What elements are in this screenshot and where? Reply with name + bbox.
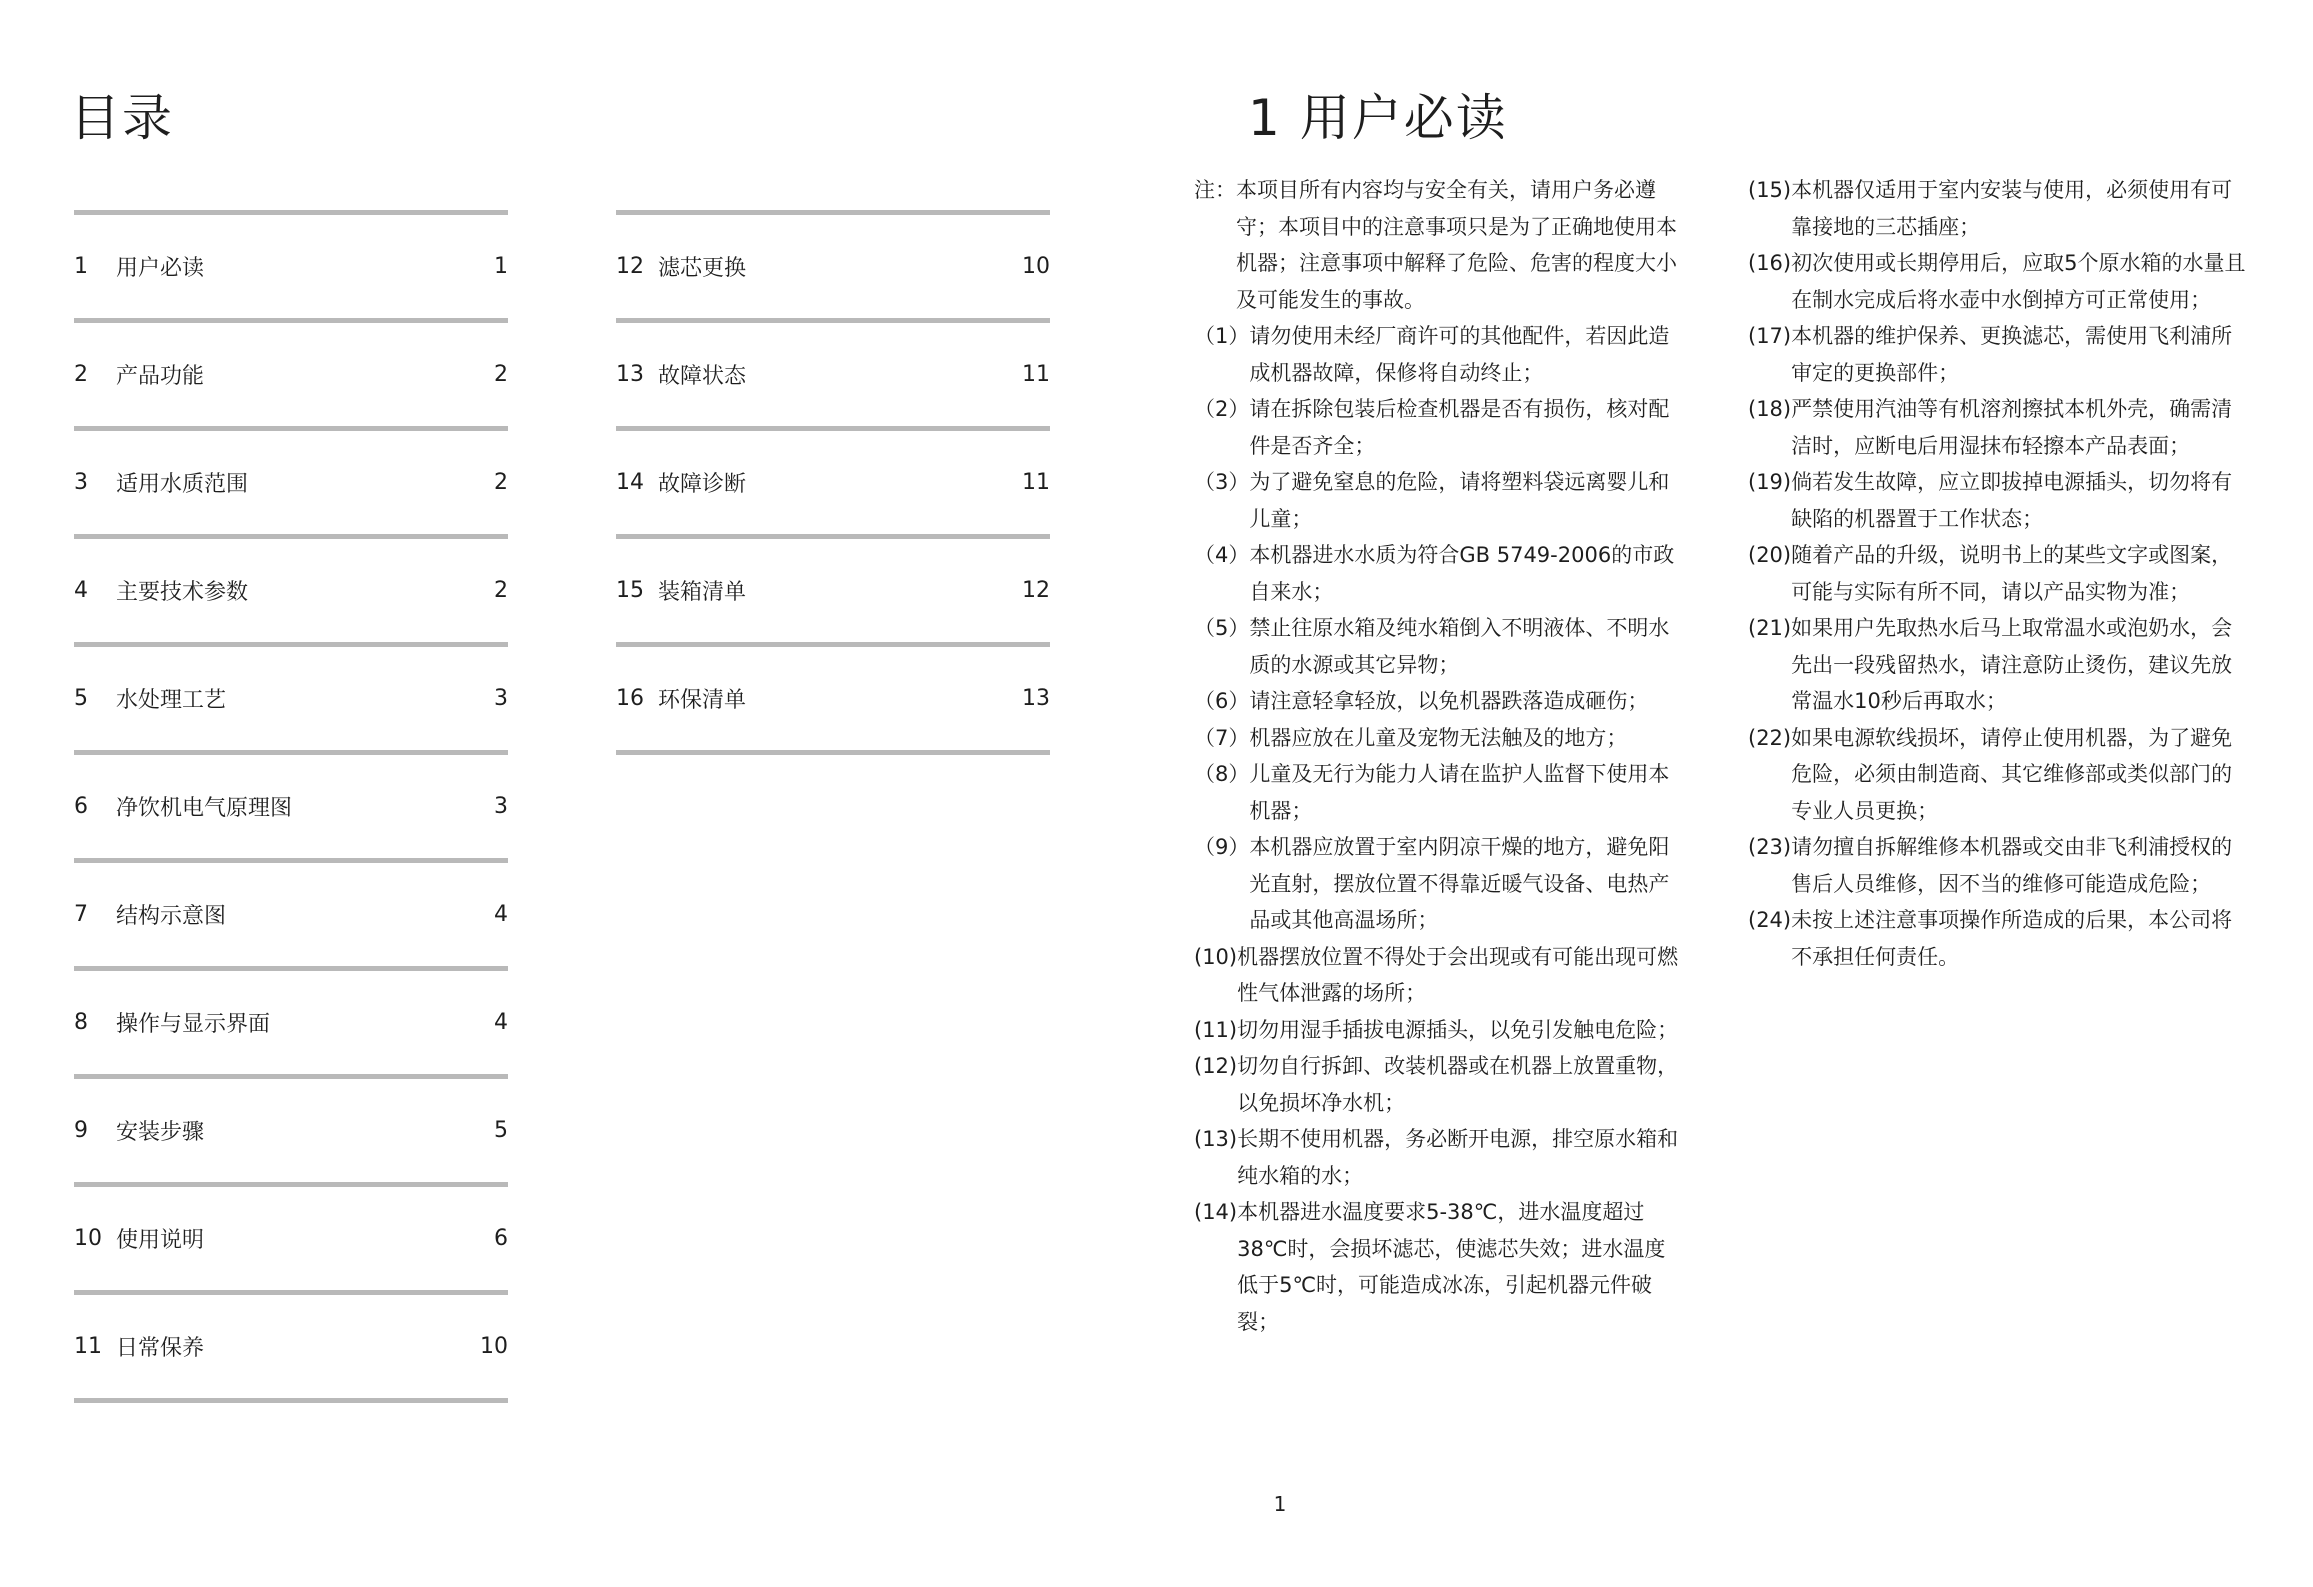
toc-entry-page: 10 [480,1334,508,1359]
note-text: 如果电源软线损坏，请停止使用机器，为了避免危险，必须由制造商、其它维修部或类似部门的专业人员更换； [1791,725,2233,823]
note-text: 长期不使用机器，务必断开电源，排空原水箱和纯水箱的水； [1237,1127,1679,1188]
toc-entry [74,863,508,966]
toc-entry-label: 净饮机电气原理图 [116,796,293,821]
toc-entry-number: 12 [616,254,644,279]
toc-entry-number: 10 [74,1226,102,1251]
note-text: 请勿使用未经厂商许可的其他配件，若因此造成机器故障，保修将自动终止； [1249,324,1670,385]
toc-entry-number: 2 [74,362,88,387]
toc-title: 目录 [70,89,174,147]
page-number: 1 [1273,1492,1287,1516]
toc-entry [74,539,508,642]
toc-entry-label: 环保清单 [658,688,747,713]
note-item [1194,318,1684,391]
toc-entry [74,215,508,318]
note-item [1194,537,1684,610]
note-marker: (24) [1748,908,1792,932]
toc-entry [616,323,1050,426]
toc-entry-page: 5 [494,1118,508,1143]
toc-entry [616,647,1050,750]
toc-entry-label: 使用说明 [116,1228,205,1253]
toc-entry-number: 5 [74,686,88,711]
toc-divider [616,750,1050,755]
note-text: 禁止往原水箱及纯水箱倒入不明液体、不明水质的水源或其它异物； [1249,616,1670,677]
toc-entry-page: 11 [1022,362,1050,387]
note-text: 本机器应放置于室内阴凉干燥的地方，避免阳光直射，摆放位置不得靠近暖气设备、电热产品或其他高温场所； [1249,835,1670,932]
note-marker: (11) [1194,1017,1238,1042]
note-text: 请勿擅自拆解维修本机器或交由非飞利浦授权的售后人员维修，因不当的维修可能造成危险； [1791,835,2233,896]
note-item [1748,464,2252,537]
note-item [1748,720,2252,830]
toc-entry-page: 3 [494,794,508,819]
note-text: 请注意轻拿轻放，以免机器跌落造成砸伤； [1249,689,1649,713]
note-item [1194,756,1684,829]
note-item [1194,829,1684,939]
note-item [1748,391,2252,464]
note-marker: （9） [1194,835,1250,859]
note-marker: (18) [1748,397,1792,421]
toc-entry-number: 13 [616,362,644,387]
note-item [1194,172,1684,318]
note-text: 切勿用湿手插拔电源插头，以免引发触电危险； [1237,1017,1679,1042]
notes-column-1 [1194,172,1684,1340]
note-item [1194,683,1684,720]
toc-entry [74,647,508,750]
toc-entry-number: 1 [74,254,88,279]
note-item [1748,902,2252,975]
note-marker: (13) [1194,1127,1238,1151]
note-item [1748,318,2252,391]
toc-entry-number: 9 [74,1118,88,1143]
toc-entry [616,215,1050,318]
toc-entry-label: 主要技术参数 [116,580,249,605]
toc-entry-page: 12 [1022,578,1050,603]
note-marker: 注： [1194,178,1236,202]
note-marker: (17) [1748,324,1792,348]
note-marker: (15) [1748,178,1792,202]
note-item [1194,610,1684,683]
note-text: 严禁使用汽油等有机溶剂擦拭本机外壳，确需清洁时，应断电后用湿抹布轻擦本产品表面； [1791,397,2233,458]
toc-entry-label: 安装步骤 [116,1120,205,1145]
toc-entry-number: 4 [74,578,88,603]
note-marker: (22) [1748,725,1792,750]
note-item [1194,720,1684,757]
toc-entry-page: 2 [494,362,508,387]
toc-entry [74,323,508,426]
note-text: 切勿自行拆卸、改装机器或在机器上放置重物，以免损坏净水机； [1237,1054,1679,1115]
toc-entry [74,1187,508,1290]
note-text: 本项目所有内容均与安全有关，请用户务必遵守；本项目中的注意事项只是为了正确地使用本机器；注意事项中解释了危险、危害的程度大小及可能发生的事故。 [1236,178,1677,312]
notes-column-2 [1748,172,2252,975]
toc-entry-label: 水处理工艺 [116,688,227,713]
toc-entry-page: 4 [494,902,508,927]
note-item [1748,610,2252,720]
toc-entry-page: 10 [1022,254,1050,279]
note-text: 机器摆放位置不得处于会出现或有可能出现可燃性气体泄露的场所； [1237,944,1679,1005]
toc-entry-label: 适用水质范围 [116,472,249,497]
note-text: 本机器仅适用于室内安装与使用，必须使用有可靠接地的三芯插座； [1791,178,2233,239]
toc-entry [74,755,508,858]
toc-column-2 [616,210,1050,755]
note-text: 请在拆除包装后检查机器是否有损伤，核对配件是否齐全； [1249,397,1670,458]
note-text: 本机器进水水质为符合GB 5749-2006的市政自来水； [1249,543,1675,604]
note-item [1194,1194,1684,1340]
note-text: 倘若发生故障，应立即拔掉电源插头，切勿将有缺陷的机器置于工作状态； [1791,470,2233,531]
note-text: 为了避免窒息的危险，请将塑料袋远离婴儿和儿童； [1249,470,1670,531]
toc-entry-page: 1 [494,254,508,279]
toc-entry-page: 4 [494,1010,508,1035]
toc-entry-label: 产品功能 [116,364,205,389]
toc-entry-number: 14 [616,470,644,495]
note-item [1748,245,2252,318]
toc-entry [74,431,508,534]
note-item [1194,391,1684,464]
toc-entry-label: 日常保养 [116,1336,205,1361]
note-item [1194,939,1684,1012]
note-text: 如果用户先取热水后马上取常温水或泡奶水，会先出一段残留热水，请注意防止烫伤，建议先放常温水10秒后再取水； [1791,616,2233,713]
toc-entry-number: 8 [74,1010,88,1035]
toc-entry-page: 3 [494,686,508,711]
toc-entry [74,1079,508,1182]
toc-entry-label: 用户必读 [116,256,205,281]
toc-entry [74,971,508,1074]
toc-entry-page: 2 [494,578,508,603]
toc-entry-number: 11 [74,1334,102,1359]
note-marker: (20) [1748,543,1792,567]
note-marker: (12) [1194,1054,1238,1078]
toc-column-1 [74,210,508,1403]
section-title: 1 用户必读 [1248,89,1508,147]
note-item [1194,1048,1684,1121]
note-marker: （1） [1194,324,1250,348]
note-marker: （3） [1194,470,1250,494]
note-marker: （8） [1194,762,1250,786]
note-item [1194,1121,1684,1194]
toc-entry [616,431,1050,534]
note-text: 随着产品的升级，说明书上的某些文字或图案，可能与实际有所不同，请以产品实物为准； [1791,543,2233,604]
toc-entry-page: 2 [494,470,508,495]
note-marker: （7） [1194,725,1250,750]
toc-entry-label: 故障诊断 [658,472,747,497]
toc-entry-number: 16 [616,686,644,711]
note-text: 初次使用或长期停用后，应取5个原水箱的水量且在制水完成后将水壶中水倒掉方可正常使用； [1791,251,2246,312]
toc-entry-label: 装箱清单 [658,580,747,605]
toc-entry [616,539,1050,642]
toc-entry-number: 3 [74,470,88,495]
toc-entry-number: 7 [74,902,88,927]
toc-entry [74,1295,508,1398]
toc-entry-page: 6 [494,1226,508,1251]
toc-entry-page: 13 [1022,686,1050,711]
toc-entry-label: 故障状态 [658,364,747,389]
note-marker: (19) [1748,470,1792,494]
note-item [1748,172,2252,245]
note-marker: (14) [1194,1200,1238,1224]
note-text: 机器应放在儿童及宠物无法触及的地方； [1249,725,1628,750]
note-text: 儿童及无行为能力人请在监护人监督下使用本机器； [1249,762,1670,823]
note-marker: (23) [1748,835,1792,859]
note-text: 本机器的维护保养、更换滤芯，需使用飞利浦所审定的更换部件； [1791,324,2233,385]
note-item [1194,1012,1684,1049]
note-item [1748,829,2252,902]
toc-entry-label: 操作与显示界面 [116,1012,271,1037]
note-marker: （6） [1194,689,1250,713]
note-marker: (10) [1194,944,1238,969]
note-marker: （2） [1194,397,1250,421]
note-text: 未按上述注意事项操作所造成的后果，本公司将不承担任何责任。 [1791,908,2233,969]
toc-entry-number: 6 [74,794,88,819]
note-marker: (21) [1748,616,1792,640]
note-text: 本机器进水温度要求5-38℃，进水温度超过38℃时，会损坏滤芯，使滤芯失效；进水温度低于5℃时，可能造成冰冻，引起机器元件破裂； [1237,1200,1666,1334]
toc-entry-label: 结构示意图 [116,904,227,929]
toc-divider [74,1398,508,1403]
note-marker: （4） [1194,543,1250,567]
toc-entry-number: 15 [616,578,644,603]
toc-entry-page: 11 [1022,470,1050,495]
note-marker: （5） [1194,616,1250,640]
toc-entry-label: 滤芯更换 [658,256,747,281]
note-item [1748,537,2252,610]
note-item [1194,464,1684,537]
note-marker: (16) [1748,251,1792,275]
